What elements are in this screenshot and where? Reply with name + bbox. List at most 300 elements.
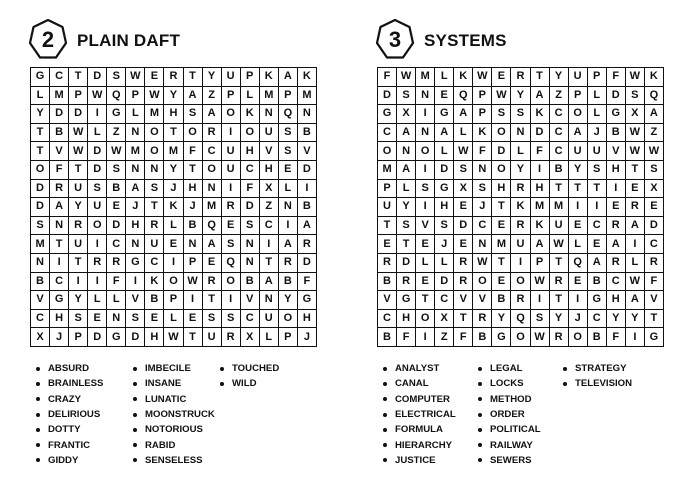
grid-cell: I — [416, 328, 435, 347]
grid-cell: E — [164, 235, 183, 254]
grid-cell: T — [588, 180, 607, 199]
bullet-dot-icon — [383, 413, 387, 417]
grid-cell: U — [69, 235, 88, 254]
grid-cell: F — [184, 142, 203, 161]
grid-cell: V — [50, 142, 69, 161]
list-item — [36, 407, 103, 422]
grid-cell: R — [626, 198, 645, 217]
word-column — [36, 361, 103, 468]
grid-cell: P — [279, 328, 298, 347]
grid-cell: B — [298, 198, 317, 217]
word-label: CANAL — [395, 378, 429, 390]
list-item — [220, 376, 279, 391]
grid-cell: W — [69, 142, 88, 161]
grid-cell: S — [107, 68, 126, 87]
grid-cell: G — [378, 105, 397, 124]
grid-cell: V — [126, 291, 145, 310]
bullet-dot-icon — [478, 443, 482, 447]
grid-cell: C — [241, 161, 260, 180]
bullet-dot-icon — [563, 382, 567, 386]
word-label: NOTORIOUS — [145, 424, 203, 436]
word-label: LOCKS — [490, 378, 524, 390]
bullet-dot-icon — [383, 443, 387, 447]
grid-cell: T — [164, 124, 183, 143]
grid-cell: B — [279, 273, 298, 292]
grid-cell: R — [607, 254, 626, 273]
grid-cell: N — [397, 142, 416, 161]
grid-cell: A — [298, 217, 317, 236]
grid-cell: P — [378, 180, 397, 199]
grid-cell: O — [416, 310, 435, 329]
grid-cell: C — [50, 273, 69, 292]
grid-cell: L — [88, 291, 107, 310]
word-label: RABID — [145, 439, 176, 451]
grid-cell: U — [378, 198, 397, 217]
grid-cell: Y — [626, 310, 645, 329]
grid-cell: L — [435, 142, 454, 161]
puzzle-number-badge — [28, 18, 68, 62]
grid-cell: W — [531, 273, 550, 292]
bullet-dot-icon — [133, 458, 137, 462]
list-item — [383, 376, 456, 391]
grid-cell: R — [69, 217, 88, 236]
grid-cell: D — [31, 180, 50, 199]
word-label: BRAINLESS — [48, 378, 104, 390]
grid-cell: C — [550, 124, 569, 143]
grid-cell: M — [531, 198, 550, 217]
grid-cell: I — [569, 198, 588, 217]
grid-cell: V — [241, 291, 260, 310]
grid-cell: A — [531, 87, 550, 106]
grid-cell: I — [416, 161, 435, 180]
word-label: RAILWAY — [490, 439, 533, 451]
grid-cell: G — [588, 291, 607, 310]
grid-cell: B — [50, 124, 69, 143]
grid-cell: X — [454, 180, 473, 199]
grid-cell: M — [378, 161, 397, 180]
grid-cell: Q — [107, 87, 126, 106]
grid-cell: R — [473, 310, 492, 329]
list-item — [383, 392, 456, 407]
grid-cell: T — [416, 291, 435, 310]
grid-cell: Y — [492, 310, 511, 329]
grid-cell: I — [588, 198, 607, 217]
grid-cell: G — [492, 328, 511, 347]
grid-cell: N — [511, 124, 530, 143]
grid-cell: C — [31, 310, 50, 329]
grid-cell: W — [550, 235, 569, 254]
grid-cell: D — [107, 217, 126, 236]
grid-cell: I — [88, 273, 107, 292]
list-item — [220, 361, 279, 376]
grid-cell: E — [492, 217, 511, 236]
grid-cell: T — [645, 310, 664, 329]
bullet-dot-icon — [478, 367, 482, 371]
grid-cell: M — [203, 198, 222, 217]
grid-cell: O — [473, 273, 492, 292]
list-item — [478, 392, 541, 407]
grid-cell: D — [31, 198, 50, 217]
grid-cell: T — [569, 180, 588, 199]
grid-cell: T — [492, 198, 511, 217]
grid-cell: S — [531, 310, 550, 329]
grid-cell: L — [511, 142, 530, 161]
grid-cell: T — [378, 217, 397, 236]
grid-cell: N — [126, 124, 145, 143]
grid-cell: S — [222, 310, 241, 329]
grid-cell: N — [107, 310, 126, 329]
list-item — [383, 361, 456, 376]
grid-cell: I — [511, 254, 530, 273]
grid-cell: L — [416, 254, 435, 273]
grid-cell: F — [607, 68, 626, 87]
grid-cell: Y — [164, 87, 183, 106]
grid-cell: S — [626, 87, 645, 106]
grid-cell: G — [607, 105, 626, 124]
grid-cell: C — [473, 217, 492, 236]
grid-cell: G — [435, 105, 454, 124]
grid-cell: F — [397, 328, 416, 347]
list-item — [133, 422, 215, 437]
grid-cell: K — [298, 68, 317, 87]
grid-cell: L — [241, 87, 260, 106]
grid-cell: B — [588, 273, 607, 292]
grid-cell: Y — [69, 291, 88, 310]
grid-cell: A — [569, 124, 588, 143]
grid-cell: A — [279, 68, 298, 87]
grid-cell: E — [279, 161, 298, 180]
grid-cell: G — [31, 68, 50, 87]
grid-cell: A — [588, 254, 607, 273]
grid-cell: T — [184, 68, 203, 87]
grid-cell: H — [50, 310, 69, 329]
grid-cell: I — [88, 235, 107, 254]
grid-cell: V — [607, 142, 626, 161]
grid-cell: K — [645, 68, 664, 87]
grid-cell: P — [69, 328, 88, 347]
grid-cell: U — [260, 124, 279, 143]
grid-cell: D — [241, 198, 260, 217]
grid-cell: E — [569, 273, 588, 292]
grid-cell: R — [88, 254, 107, 273]
bullet-dot-icon — [133, 397, 137, 401]
grid-cell: T — [69, 254, 88, 273]
bullet-dot-icon — [478, 458, 482, 462]
grid-cell: Q — [279, 105, 298, 124]
bullet-dot-icon — [383, 458, 387, 462]
grid-cell: C — [145, 254, 164, 273]
grid-cell: L — [588, 105, 607, 124]
word-column — [478, 361, 541, 468]
grid-cell: Y — [550, 310, 569, 329]
word-label: DELIRIOUS — [48, 409, 101, 421]
list-item — [133, 392, 215, 407]
grid-cell: O — [31, 161, 50, 180]
grid-cell: S — [492, 105, 511, 124]
word-label: TOUCHED — [232, 363, 280, 375]
grid-cell: E — [626, 180, 645, 199]
word-column — [133, 361, 215, 468]
grid-cell: R — [511, 217, 530, 236]
grid-cell: B — [184, 217, 203, 236]
grid-cell: U — [569, 68, 588, 87]
grid-cell: R — [454, 254, 473, 273]
grid-cell: N — [184, 235, 203, 254]
grid-cell: D — [88, 142, 107, 161]
word-label: GIDDY — [48, 454, 79, 466]
grid-cell: Y — [279, 291, 298, 310]
grid-cell: S — [454, 161, 473, 180]
grid-cell: O — [145, 124, 164, 143]
grid-cell: E — [607, 198, 626, 217]
grid-cell: M — [145, 105, 164, 124]
grid-cell: A — [435, 124, 454, 143]
grid-cell: S — [397, 217, 416, 236]
grid-cell: T — [550, 254, 569, 273]
grid-cell: M — [260, 87, 279, 106]
grid-cell: T — [626, 161, 645, 180]
grid-cell: A — [203, 235, 222, 254]
grid-cell: G — [645, 328, 664, 347]
grid-cell: Y — [203, 68, 222, 87]
grid-cell: D — [435, 273, 454, 292]
grid-cell: J — [184, 198, 203, 217]
grid-cell: A — [645, 105, 664, 124]
grid-cell: Z — [203, 87, 222, 106]
grid-cell: L — [126, 105, 145, 124]
grid-cell: E — [569, 217, 588, 236]
grid-cell: N — [260, 291, 279, 310]
grid-cell: V — [416, 217, 435, 236]
grid-cell: F — [378, 68, 397, 87]
grid-cell: L — [107, 291, 126, 310]
list-item — [36, 422, 103, 437]
word-label: TELEVISION — [575, 378, 633, 390]
grid-cell: B — [378, 273, 397, 292]
grid-cell: C — [550, 142, 569, 161]
grid-cell: V — [260, 142, 279, 161]
list-item — [133, 376, 215, 391]
grid-cell: R — [203, 273, 222, 292]
grid-cell: H — [492, 180, 511, 199]
grid-cell: Y — [397, 198, 416, 217]
grid-cell: W — [473, 254, 492, 273]
grid-cell: O — [203, 161, 222, 180]
bullet-dot-icon — [478, 397, 482, 401]
grid-cell: I — [69, 273, 88, 292]
grid-cell: L — [569, 235, 588, 254]
list-item — [478, 376, 541, 391]
list-item — [563, 376, 632, 391]
grid-cell: U — [260, 310, 279, 329]
bullet-dot-icon — [563, 367, 567, 371]
word-label: IMBECILE — [145, 363, 191, 375]
list-item — [383, 407, 456, 422]
grid-cell: A — [531, 235, 550, 254]
word-label: POLITICAL — [490, 424, 541, 436]
grid-cell: U — [145, 235, 164, 254]
puzzle-title: PLAIN DAFT — [77, 31, 181, 50]
grid-cell: A — [260, 273, 279, 292]
grid-cell: K — [241, 105, 260, 124]
grid-cell: V — [473, 291, 492, 310]
grid-cell: E — [492, 273, 511, 292]
grid-cell: A — [607, 235, 626, 254]
grid-cell: W — [164, 328, 183, 347]
grid-cell: S — [184, 105, 203, 124]
grid-cell: T — [397, 235, 416, 254]
word-label: STRATEGY — [575, 363, 627, 375]
list-item — [133, 407, 215, 422]
list-item — [133, 361, 215, 376]
grid-cell: I — [626, 235, 645, 254]
grid-cell: U — [222, 161, 241, 180]
grid-cell: O — [416, 142, 435, 161]
bullet-dot-icon — [133, 428, 137, 432]
grid-cell: S — [222, 235, 241, 254]
grid-cell: W — [397, 68, 416, 87]
grid-cell: C — [607, 273, 626, 292]
grid-cell: W — [126, 68, 145, 87]
bullet-dot-icon — [36, 413, 40, 417]
puzzle-title: SYSTEMS — [424, 31, 507, 50]
word-label: LEGAL — [490, 363, 523, 375]
word-label: DOTTY — [48, 424, 81, 436]
grid-cell: P — [473, 87, 492, 106]
grid-cell: N — [126, 235, 145, 254]
list-item — [383, 437, 456, 452]
grid-cell: I — [626, 328, 645, 347]
grid-cell: Y — [550, 68, 569, 87]
grid-cell: H — [164, 105, 183, 124]
grid-cell: Q — [222, 254, 241, 273]
bullet-dot-icon — [36, 458, 40, 462]
grid-cell: X — [31, 328, 50, 347]
grid-cell: M — [492, 235, 511, 254]
grid-cell: V — [31, 291, 50, 310]
grid-cell: H — [241, 142, 260, 161]
grid-cell: E — [492, 68, 511, 87]
grid-cell: L — [435, 68, 454, 87]
grid-cell: U — [222, 142, 241, 161]
list-item — [383, 422, 456, 437]
grid-cell: R — [645, 254, 664, 273]
list-item — [478, 453, 541, 468]
grid-cell: R — [378, 254, 397, 273]
grid-cell: D — [492, 142, 511, 161]
grid-cell: A — [397, 161, 416, 180]
bullet-dot-icon — [478, 428, 482, 432]
grid-cell: C — [588, 217, 607, 236]
bullet-dot-icon — [383, 382, 387, 386]
grid-cell: C — [378, 310, 397, 329]
grid-cell: J — [435, 235, 454, 254]
grid-cell: R — [164, 68, 183, 87]
grid-cell: O — [569, 105, 588, 124]
grid-cell: W — [454, 142, 473, 161]
grid-cell: I — [569, 291, 588, 310]
grid-cell: I — [126, 273, 145, 292]
grid-cell: N — [50, 217, 69, 236]
grid-cell: I — [298, 180, 317, 199]
bullet-dot-icon — [36, 397, 40, 401]
grid-cell: V — [378, 291, 397, 310]
word-label: FRANTIC — [48, 439, 91, 451]
grid-cell: E — [107, 198, 126, 217]
grid-cell: N — [145, 161, 164, 180]
grid-cell: S — [397, 87, 416, 106]
grid-cell: C — [435, 291, 454, 310]
grid-cell: Y — [511, 87, 530, 106]
grid-cell: B — [550, 161, 569, 180]
grid-cell: T — [550, 291, 569, 310]
bullet-dot-icon — [133, 367, 137, 371]
grid-cell: H — [184, 180, 203, 199]
puzzle-number: 2 — [41, 27, 55, 52]
list-item — [478, 422, 541, 437]
grid-cell: P — [241, 68, 260, 87]
grid-cell: S — [511, 105, 530, 124]
list-item — [36, 453, 103, 468]
grid-cell: S — [241, 217, 260, 236]
grid-cell: T — [492, 254, 511, 273]
grid-cell: I — [531, 161, 550, 180]
grid-cell: E — [435, 87, 454, 106]
bullet-dot-icon — [133, 443, 137, 447]
grid-cell: L — [588, 87, 607, 106]
grid-cell: R — [279, 254, 298, 273]
grid-cell: T — [203, 291, 222, 310]
grid-cell: H — [260, 161, 279, 180]
list-item — [36, 392, 103, 407]
list-item — [36, 361, 103, 376]
grid-cell: U — [69, 180, 88, 199]
grid-cell: A — [50, 198, 69, 217]
grid-cell: Q — [203, 217, 222, 236]
grid-cell: P — [473, 105, 492, 124]
grid-cell: C — [588, 310, 607, 329]
grid-cell: G — [126, 254, 145, 273]
grid-cell: S — [145, 180, 164, 199]
grid-cell: N — [241, 254, 260, 273]
grid-cell: S — [473, 180, 492, 199]
grid-cell: E — [454, 198, 473, 217]
grid-cell: R — [607, 217, 626, 236]
grid-cell: D — [88, 161, 107, 180]
grid-cell: Y — [69, 198, 88, 217]
grid-cell: W — [107, 142, 126, 161]
grid-cell: W — [645, 142, 664, 161]
grid-cell: I — [184, 291, 203, 310]
grid-cell: S — [435, 217, 454, 236]
word-label: MOONSTRUCK — [145, 409, 215, 421]
grid-cell: A — [184, 87, 203, 106]
grid-cell: W — [531, 328, 550, 347]
grid-cell: X — [241, 328, 260, 347]
grid-cell: J — [126, 198, 145, 217]
grid-cell: D — [298, 254, 317, 273]
word-label: SENSELESS — [145, 454, 203, 466]
grid-cell: E — [88, 310, 107, 329]
grid-cell: B — [298, 124, 317, 143]
grid-cell: J — [50, 328, 69, 347]
grid-cell: X — [260, 180, 279, 199]
grid-cell: L — [397, 180, 416, 199]
grid-cell: F — [607, 328, 626, 347]
word-label: ANALYST — [395, 363, 440, 375]
grid-cell: Z — [550, 87, 569, 106]
grid-cell: K — [473, 124, 492, 143]
